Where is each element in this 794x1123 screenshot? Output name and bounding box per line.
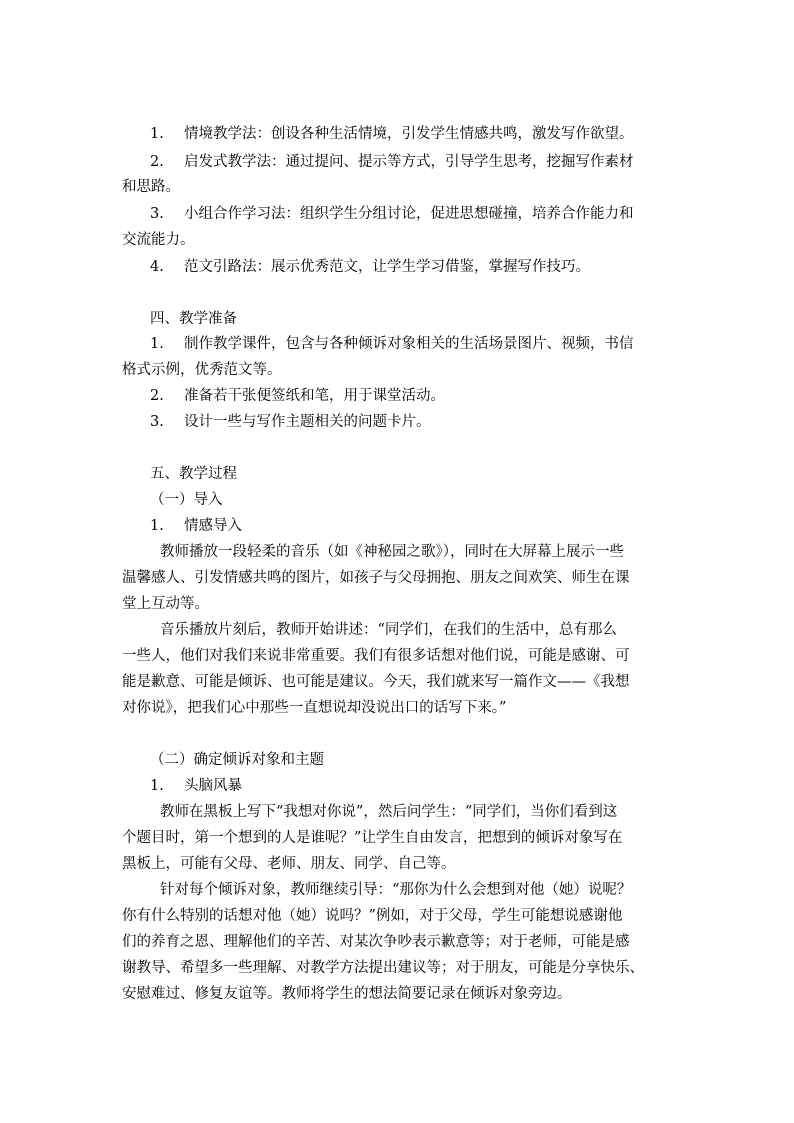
prep-item-1	[150, 334, 634, 354]
paragraph-line: 一些人，他们对我们来说非常重要。我们有很多话想对他们说，可能是感谢、可	[122, 648, 630, 664]
subsection-heading: （二）确定倾诉对象和主题	[150, 752, 324, 768]
prep-item-2	[150, 386, 445, 406]
list-number: 1.	[150, 336, 164, 352]
list-number: 2.	[150, 154, 164, 170]
step-item	[150, 776, 242, 796]
list-text: 情境教学法：创设各种生活情境，引发学生情感共鸣，激发写作欲望。	[184, 126, 634, 142]
paragraph-line: 教师播放一段轻柔的音乐（如《神秘园之歌》），同时在大屏幕上展示一些	[160, 544, 624, 560]
paragraph-line: 你有什么特别的话想对他（她）说吗？”例如，对于父母，学生可能想说感谢他	[122, 908, 623, 924]
list-text: 情感导入	[184, 518, 242, 534]
list-text: 启发式教学法：通过提问、提示等方式，引导学生思考，挖掘写作素材	[184, 154, 634, 170]
paragraph-line: 能是歉意、可能是倾诉、也可能是建议。今天，我们就来写一篇作文——《我想	[122, 674, 630, 690]
list-number: 1.	[150, 778, 164, 794]
paragraph-line: 们的养育之恩、理解他们的辛苦、对某次争吵表示歉意等；对于老师，可能是感	[122, 934, 630, 950]
method-item-4	[150, 257, 590, 277]
method-item-2	[150, 152, 634, 172]
method-item-2-cont: 和思路。	[122, 179, 180, 195]
paragraph-line: 黑板上，可能有父母、老师、朋友、同学、自己等。	[122, 856, 456, 872]
prep-item-3	[150, 412, 431, 432]
list-text: 设计一些与写作主题相关的问题卡片。	[184, 414, 431, 430]
section-heading: 四、教学准备	[150, 311, 237, 327]
paragraph-line: 温馨感人、引发情感共鸣的图片，如孩子与父母拥抱、朋友之间欢笑、师生在课	[122, 570, 630, 586]
list-number: 2.	[150, 388, 164, 404]
paragraph-line: 教师在黑板上写下“我想对你说”，然后问学生：“同学们，当你们看到这	[160, 804, 618, 820]
paragraph-line: 安慰难过、修复友谊等。教师将学生的想法简要记录在倾诉对象旁边。	[122, 986, 572, 1002]
section-heading: 五、教学过程	[150, 466, 237, 482]
list-text: 小组合作学习法：组织学生分组讨论，促进思想碰撞，培养合作能力和	[184, 206, 634, 222]
step-item	[150, 516, 242, 536]
list-text: 制作教学课件，包含与各种倾诉对象相关的生活场景图片、视频，书信	[184, 336, 634, 352]
list-number: 1.	[150, 518, 164, 534]
list-number: 3.	[150, 206, 164, 222]
list-number: 1.	[150, 126, 164, 142]
list-number: 4.	[150, 259, 164, 275]
paragraph-line: 谢教导、希望多一些理解、对教学方法提出建议等；对于朋友，可能是分享快乐、	[122, 960, 644, 976]
paragraph-line: 音乐播放片刻后，教师开始讲述：“同学们，在我们的生活中，总有那么	[160, 622, 617, 638]
paragraph-line: 对你说》，把我们心中那些一直想说却没说出口的话写下来。”	[122, 700, 507, 716]
method-item-3	[150, 204, 634, 224]
paragraph-line: 针对每个倾诉对象，教师继续引导：“那你为什么会想到对他（她）说呢？	[160, 882, 632, 898]
prep-item-1-cont: 格式示例，优秀范文等。	[122, 362, 282, 378]
subsection-heading: （一）导入	[150, 492, 223, 508]
list-text: 头脑风暴	[184, 778, 242, 794]
paragraph-line: 堂上互动等。	[122, 596, 209, 612]
list-text: 范文引路法：展示优秀范文，让学生学习借鉴，掌握写作技巧。	[184, 259, 590, 275]
paragraph-line: 个题目时，第一个想到的人是谁呢？”让学生自由发言，把想到的倾诉对象写在	[122, 830, 623, 846]
method-item-1	[150, 124, 634, 144]
list-number: 3.	[150, 414, 164, 430]
method-item-3-cont: 交流能力。	[122, 232, 195, 248]
list-text: 准备若干张便签纸和笔，用于课堂活动。	[184, 388, 445, 404]
